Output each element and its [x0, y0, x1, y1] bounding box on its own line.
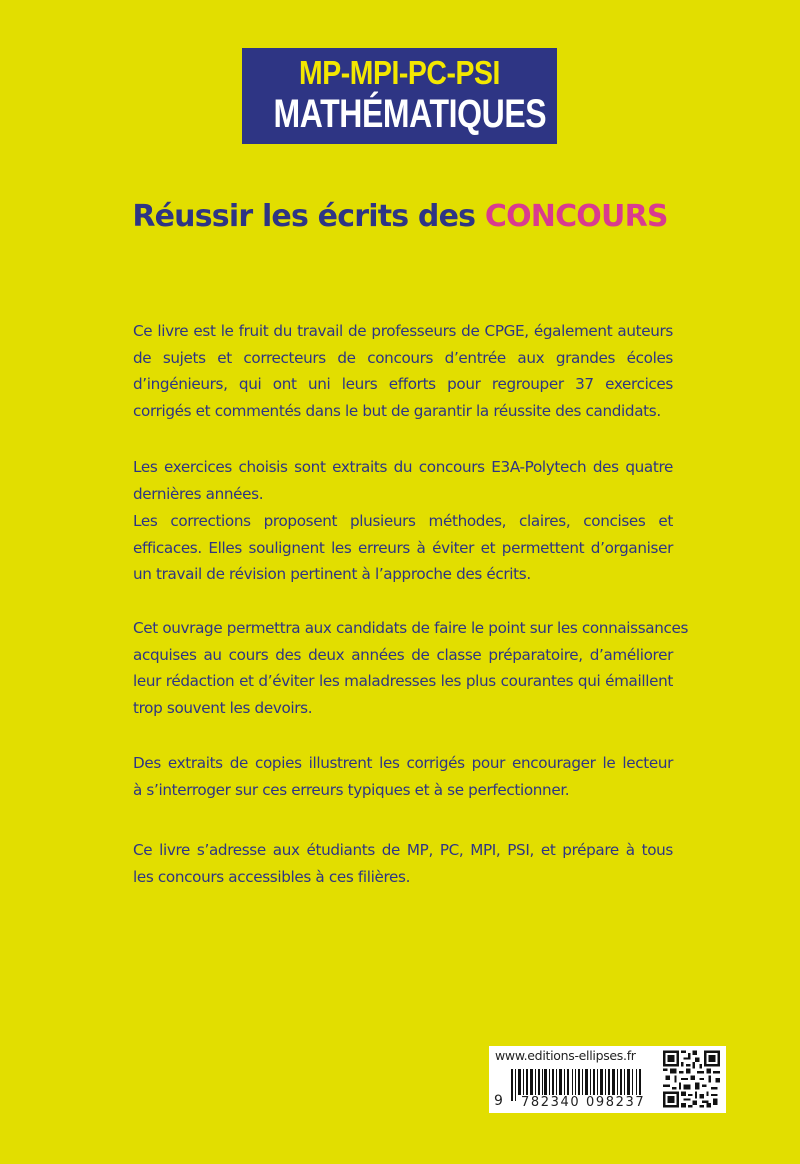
- text-line: Les corrections proposent plusieurs méthodes, claires, concises et: [133, 512, 673, 530]
- text-line: de sujets et correcteurs de concours d’entrée aux grandes écoles: [133, 348, 673, 367]
- text-line: un travail de révision pertinent à l’approche des écrits.: [133, 565, 531, 583]
- isbn-number: 782340 098237: [521, 1095, 646, 1110]
- text-line: trop souvent les devoirs.: [133, 698, 313, 717]
- text-line: efficaces. Elles soulignent les erreurs à éviter et permettent d’organiser: [133, 538, 673, 557]
- text-line: acquises au cours des deux années de classe préparatoire, d’améliorer: [133, 645, 673, 664]
- text-line: corrigés et commentés dans le but de garantir la réussite des candidats.: [133, 401, 661, 420]
- headline-highlight: CONCOURS: [484, 199, 668, 234]
- text-line: à s’interroger sur ces erreurs typiques et à se perfectionner.: [133, 780, 570, 799]
- isbn-prefix: 9: [494, 1093, 503, 1109]
- series-label: MP-MPI-PC-PSI: [299, 54, 500, 91]
- headline: [0, 195, 800, 239]
- text-line: d’ingénieurs, qui ont uni leurs efforts pour regrouper 37 exercices: [133, 375, 673, 393]
- title-banner: [242, 48, 557, 144]
- headline-text: Réussir les écrits des: [132, 199, 485, 234]
- text-line: Ce livre s’adresse aux étudiants de MP, PC, MPI, PSI, et prépare à tous: [133, 841, 673, 859]
- paragraph-exercises: [133, 454, 673, 507]
- subject-title: MATHÉMATIQUES: [273, 92, 547, 136]
- text-line: Cet ouvrage permettra aux candidats de faire le point sur les connaissances: [133, 619, 689, 637]
- paragraph-corrections: [133, 508, 673, 588]
- publisher-website[interactable]: www.editions-ellipses.fr: [495, 1048, 636, 1063]
- paragraph-audience: [133, 837, 673, 890]
- text-line: dernières années.: [133, 484, 264, 503]
- text-line: Ce livre est le fruit du travail de professeurs de CPGE, également auteurs: [133, 322, 673, 340]
- paragraph-extracts: [133, 750, 673, 803]
- qr-code-icon[interactable]: [663, 1050, 720, 1108]
- text-line: Des extraits de copies illustrent les corrigés pour encourager le lecteur: [133, 754, 673, 772]
- publisher-info-box: [489, 1046, 726, 1113]
- paragraph-benefits: [133, 615, 689, 721]
- text-line: leur rédaction et d’éviter les maladresses les plus courantes qui émaillent: [133, 672, 673, 690]
- paragraph-intro: [133, 318, 673, 424]
- text-line: Les exercices choisis sont extraits du concours E3A-Polytech des quatre: [133, 458, 673, 476]
- text-line: les concours accessibles à ces filières.: [133, 867, 411, 886]
